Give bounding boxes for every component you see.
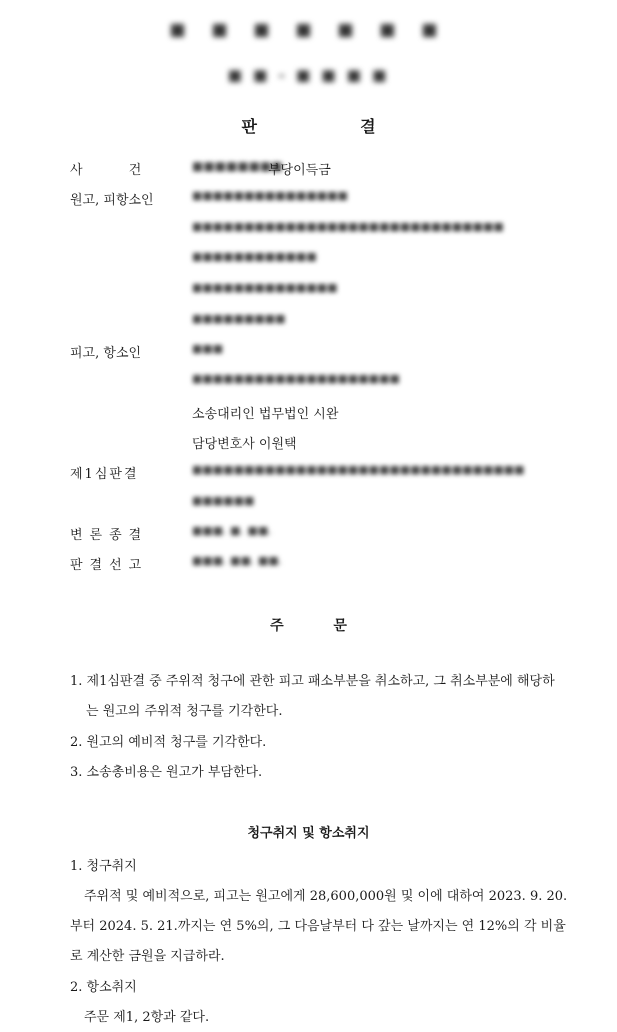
order-item-3: 3. 소송총비용은 원고가 부담한다. [70,765,263,780]
claims-sub-2: 2. 항소취지 [70,980,137,995]
closing-label: 변론종결 [70,528,149,543]
title-right: 결 [360,117,376,136]
representative: 소송대리인 법무법인 시완 [192,407,339,422]
order-item-1: 1. 제1심판결 중 주위적 청구에 관한 피고 패소부분을 취소하고, 그 취소부분에 해당하 [70,674,555,689]
plaintiff-line: ■■■■■■■■■■■■ [192,250,317,263]
case-name: 부당이득금 [268,163,331,178]
order-heading [0,615,617,635]
first-instance-line: ■■■■■■■■■■■■■■■■■■■■■■■■■■■■■■■■ [192,463,525,476]
appeal-text: 주문 제1, 2항과 같다. [84,1010,210,1025]
claims-sub-1: 1. 청구취지 [70,859,137,874]
defendant-line: ■■■■■■■■■■■■■■■■■■■■ [192,372,400,385]
document-title [0,114,617,137]
claims-paragraph-line: 부터 2024. 5. 21.까지는 연 5%의, 그 다음날부터 다 갚는 날까지는 연 12%의 각 비율 [70,919,566,934]
plaintiff-line: ■■■■■■■■■■■■■■■ [192,189,348,202]
case-number-blurred: ■■■■■■■■ [192,159,283,173]
case-label: 사 건 [70,163,163,178]
attorney: 담당변호사 이원택 [192,437,297,452]
claims-heading: 청구취지 및 항소취지 [247,826,370,841]
verdict-label: 판결선고 [70,558,149,573]
order-heading-left: 주 [270,618,284,634]
court-name: ■ ■ ■ ■ ■ ■ ■ [169,20,448,40]
plaintiff-line: ■■■■■■■■■■■■■■■■■■■■■■■■■■■■■■ [192,220,504,233]
order-item-2: 2. 원고의 예비적 청구를 기각한다. [70,735,267,750]
plaintiff-label: 원고, 피항소인 [70,193,154,208]
plaintiff-line: ■■■■■■■■■ [192,312,286,325]
defendant-label: 피고, 항소인 [70,346,142,361]
order-item-1-cont: 는 원고의 주위적 청구를 기각한다. [86,704,283,719]
case-number: ■ ■ - ■ ■ ■ ■ [227,66,390,84]
defendant-line: ■■■ [192,342,224,355]
title-left: 판 [241,117,257,136]
claims-paragraph-line: 주위적 및 예비적으로, 피고는 원고에게 28,600,000원 및 이에 대하여 2023. 9. 20. [84,889,568,904]
first-instance-line: ■■■■■■ [192,494,255,507]
order-heading-right: 문 [333,618,347,634]
first-instance-label: 제1심판결 [70,467,139,482]
plaintiff-line: ■■■■■■■■■■■■■■ [192,281,338,294]
verdict-date: ■■■. ■■. ■■. [192,554,283,567]
claims-paragraph-line: 로 계산한 금원을 지급하라. [70,949,225,964]
closing-date: ■■■. ■. ■■. [192,524,272,537]
